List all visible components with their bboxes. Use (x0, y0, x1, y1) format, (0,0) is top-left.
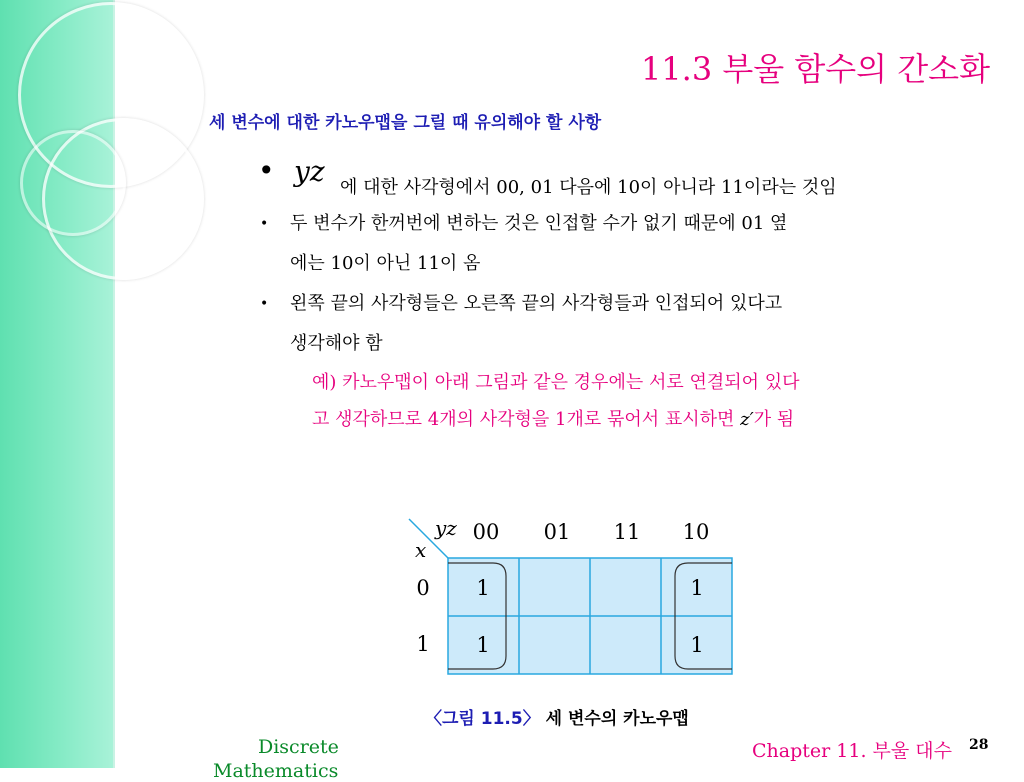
kmap-col-label: 11 (613, 520, 641, 544)
bullet-yz-order (258, 154, 958, 204)
figure-caption-text: 세 변수의 카노우맵 (539, 709, 689, 729)
example-line-text: 고 생각하므로 4개의 사각형을 1개로 묶어서 표시하면 (312, 409, 741, 430)
figure-number: 〈그림 11.5〉 (425, 709, 540, 729)
z-prime-variable: z′ (740, 409, 754, 430)
slide-title: 11.3 부울 함수의 간소화 (640, 50, 990, 88)
kmap-cell: 1 (690, 633, 704, 657)
slide-body (258, 154, 958, 438)
kmap-col-var: yz (435, 516, 457, 540)
sub-bullet-marker: • (260, 216, 269, 232)
decorative-ring-small (20, 130, 126, 236)
footer-course: Discrete (258, 736, 339, 758)
sub-bullet-marker: • (260, 296, 269, 312)
bullet-marker: • (258, 154, 275, 187)
page-number: 28 (969, 737, 989, 753)
sub-bullet-wraparound (258, 284, 958, 364)
kmap-row-var: x (415, 538, 427, 562)
footer-chapter: Chapter 11. 부울 대수 (752, 740, 952, 762)
example-line: 예) 카노우맵이 아래 그림과 같은 경우에는 서로 연결되어 있다 (312, 372, 800, 393)
sub-bullet-line: 에는 10이 아닌 11이 옴 (290, 253, 481, 274)
slide-subtitle: 세 변수에 대한 카노우맵을 그릴 때 유의해야 할 사항 (209, 113, 602, 133)
sub-bullet-line: 두 변수가 한꺼번에 변하는 것은 인접할 수가 없기 때문에 01 옆 (290, 213, 788, 234)
kmap-row-label: 1 (416, 632, 430, 656)
yz-variable: yz (294, 155, 325, 188)
kmap-col-label: 00 (472, 520, 500, 544)
kmap-cell: 1 (476, 633, 490, 657)
kmap-cell: 1 (476, 576, 490, 600)
sub-bullet-line: 생각해야 함 (290, 333, 383, 354)
sub-bullet-line: 왼쪽 끝의 사각형들은 오른쪽 끝의 사각형들과 인접되어 있다고 (290, 293, 783, 314)
example-text (258, 364, 958, 438)
sub-bullet-adjacency (258, 204, 958, 284)
example-line-end: 가 됨 (753, 409, 795, 430)
bullet-text: 에 대한 사각형에서 00, 01 다음에 10이 아니라 11이라는 것임 (340, 177, 837, 198)
karnaugh-map (405, 515, 745, 685)
kmap-col-label: 10 (682, 520, 710, 544)
figure-caption (425, 704, 689, 729)
footer-course-line2: Mathematics (213, 760, 339, 782)
kmap-row-label: 0 (416, 576, 430, 600)
example-line (312, 401, 958, 438)
kmap-col-label: 01 (543, 520, 571, 544)
kmap-cell: 1 (690, 576, 704, 600)
